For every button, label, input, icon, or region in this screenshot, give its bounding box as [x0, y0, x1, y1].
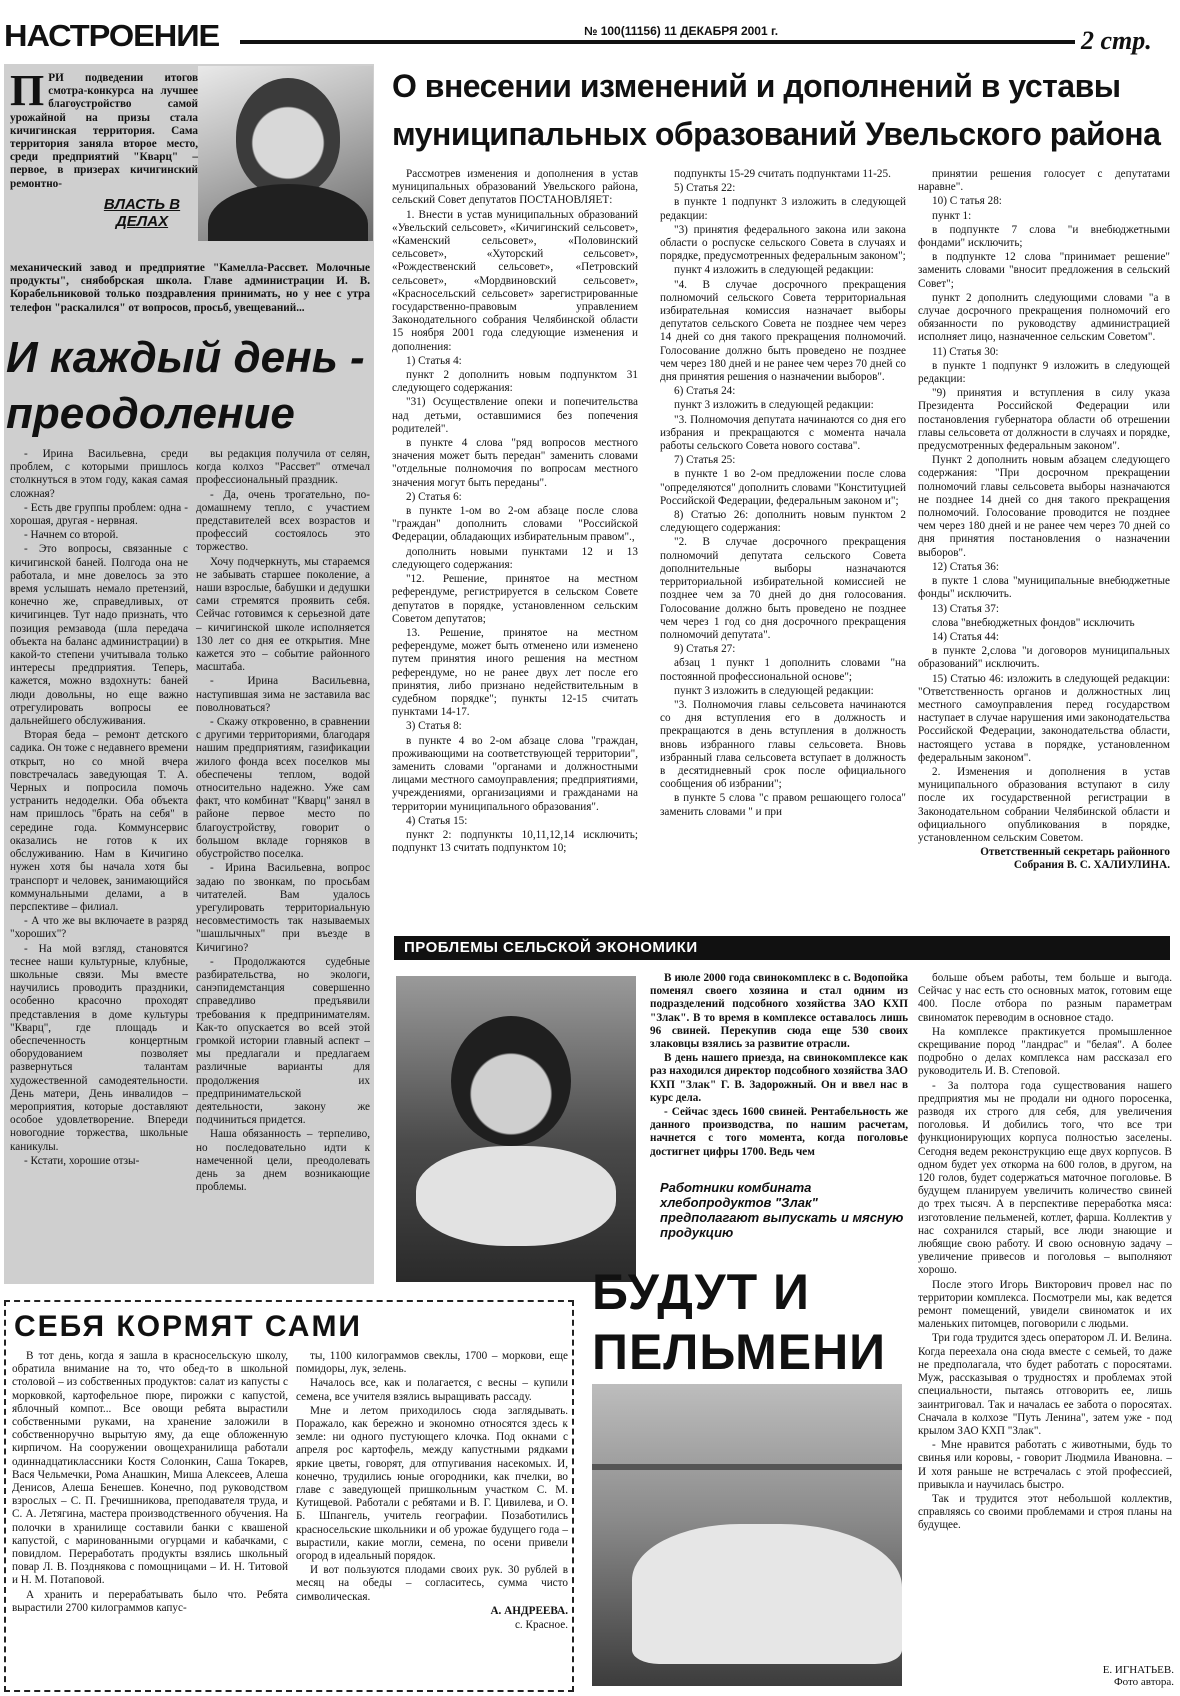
paragraph: 1) Статья 4: — [406, 354, 462, 367]
paragraph: - А что же вы включаете в разряд "хороших"? — [10, 915, 188, 941]
paragraph: В июле 2000 года свинокомплекс в с. Водопойка поменял своего хозяина и стал одним из подразделений подсобного хозяйства ЗАО КХП "Злак". В то время в комплексе оставалось лишь 96 свиней. Перекупив сюда еще 530 своих злаковцы взялись за развитие отрасли. — [650, 972, 908, 1051]
paragraph: 1. Внести в устав муниципальных образований «Увельский сельсовет», «Кичигинский сельсовет», «Каменский сельсовет», «Половинский сельсовет», «Хуторский сельсовет», «Рождественский сельсовет», «Петровский сельсовет», «Мордвиновский сельсовет», «Красносельский сельсовет» зарегистрированные государственно-правовым управлением Законодательного собрания Челябинской области 15 ноября 2001 года следующие изменения и дополнения: — [392, 208, 638, 353]
issue-info: № 100(11156) 11 ДЕКАБРЯ 2001 г. — [580, 24, 782, 38]
paragraph: пункт 2 дополнить следующими словами "а в случае досрочного прекращения полномочий его обязанности по руководству администрацией исполняет лицо, назначенное сельским Советом". — [918, 291, 1170, 344]
paragraph: "4. В случае досрочного прекращения полномочий сельского Совета территориальная избирательная комиссия назначает выборы депутатов сельского Совета не позднее чем через 14 дней со дня такого прекращения полномочий. Голосование должно быть проведено не позднее чем через 180 дней и не ранее чем через 70 дней со дня принятия решения о назначении выборов". — [660, 278, 906, 384]
paragraph: принятии решения голосует с депутатами наравне". — [918, 168, 1170, 194]
section-title: НАСТРОЕНИЕ — [4, 18, 220, 53]
page-number: 2 стр. — [1078, 26, 1155, 56]
photo-credit: Фото автора. — [1113, 1676, 1174, 1688]
economy-author: Е. ИГНАТЬЕВ. — [1102, 1664, 1174, 1676]
paragraph: 5) Статья 22: — [674, 182, 736, 195]
paragraph: Мне и летом приходилось сюда заглядывать. Поражало, как бережно и экономно относятся здесь к земле: ни одного пустующего клочка. Под окнами с апреля рос картофель, между капустными рядками яркие цветы, говорят, для отпугивания насекомых. И, конечно, трудились юные огородники, как пчелки, во главе с заведующей пришкольным участком С. М. Кутищевой. Работали с ребятами и В. Г. Цивилева, и О. Б. Шпангель, учитель географии. Позаботились красносельские школьники и об урожае будущего года – вырастили, какие могли, семена, по осени привели огород в идеальный порядок. — [296, 1404, 568, 1563]
paragraph: 14) Статья 44: — [932, 630, 999, 643]
rubric-label: ВЛАСТЬ В ДЕЛАХ — [103, 196, 181, 230]
paragraph: "3) принятия федерального закона или закона области о роспуске сельского Совета в случаях и порядке, предусмотренных федеральным законом"; — [660, 223, 906, 263]
paragraph: пункт 1: — [932, 209, 972, 222]
paragraph: 12) Статья 36: — [932, 560, 999, 573]
paragraph: Три года трудится здесь оператором Л. И. Велина. Когда переехала она сюда вместе с семьей, то даже не предполагала, что будет работать с поросятами. Муж, рассказывая о трудностях и проблемах этой специальности, пытаясь отговорить ее, лишь заинтриговал. Так и началась ее забота о поросятах. Сначала в колхозе "Путь Ленина", затем уже - под крылом ЗАО КХП "Злак". — [918, 1332, 1172, 1437]
paragraph: пункт 3 изложить в следующей редакции: — [674, 684, 874, 697]
left-story-intro-tail: механический завод и предприятие "Камелла-Рассвет. Молочные продукты", снябобрская школа. Главе администрации И. В. Корабельниковой только поздравления принимать, но у нее с утра телефон "раскалился" от вопросов, просьб, увещеваний... — [10, 262, 370, 314]
photo-caption: Работники комбината хлебопродуктов "Злак" предполагают выпускать и мясную продукцию — [660, 1180, 904, 1240]
paragraph: Вторая беда – ремонт детского садика. Он тоже с недавнего времени открыт, но со мной вчера повстречалась заведующая Т. А. Черных и попросила помочь устранить недоделки. Оба объекта нам пришлось "брать на себя" в середине года. Коммунсервис оказались не готов к их обслуживанию. Нам в Кичигино нужен хотя бы начала хотя бы транспорт и человек, занимающийся коммунальными делами, а в перспективе – филиал. — [10, 729, 188, 913]
paragraph: В день нашего приезда, на свинокомплексе как раз находился директор подсобного хозяйства ЗАО КХП "Злак" Г. В. Задорожный. Он и ввел нас в курс дела. — [650, 1052, 908, 1104]
worker-with-piglet-photo — [396, 976, 636, 1282]
paragraph: 13) Статья 37: — [932, 602, 999, 615]
paragraph: - Это вопросы, связанные с кичигинской баней. Полгода она не работала, и мне довелось за это время услышать немало претензий, конечно же, справедливых, от кичигинцев. Тут надо признать, что позиция ремзавода (шла передача объекта на баланс администрации) в какой-то степени учитывала только интересы предприятия. Теперь, кажется, можно вздохнуть: баней люди довольны, но еще важно отрегулировать вопросы ее дальнейшего обслуживания. — [10, 543, 188, 728]
paragraph: в пункте 1 подпункт 9 изложить в следующей редакции: — [918, 359, 1170, 386]
paragraph: На комплексе практикуется промышленное скрещивание пород "ландрас" и "белая". А более подробно о делах комплекса нам рассказал его руководитель И. В. Степовой. — [918, 1025, 1172, 1078]
paragraph: - Есть две группы проблем: одна - хорошая, другая - нервная. — [10, 501, 188, 528]
paragraph: больше объем работы, тем больше и выгода. Сейчас у нас есть сто основных маток, готовим еще 400. После отбора по разным параметрам свиноматок переводим в основное стадо. — [918, 972, 1172, 1024]
paragraph: 6) Статья 24: — [674, 385, 736, 398]
paragraph: "31) Осуществление опеки и попечительства над детьми, оставшимися без попечения родителей". — [392, 396, 638, 435]
paragraph: В тот день, когда я зашла в красносельскую школу, обратила внимание на то, что обед-то в школьной столовой – из собственных продуктов: салат из капусты с морковкой, картофельное пюре, пирожки с капустой, яблочный компот... Все овощи ребята вырастили собственными руками, на хранение заложили в собственноручно вырытую яму, да еще обложенную кирпичом. На сооружении овощехранилища работали одиннадцатиклассники Костя Солонкин, Саша Токарев, Вася Чельмечки, Рома Анашкин, Миша Алексеев, Алеша Денисов, Алеша Бенешев. Конечно, под руководством взрослых – С. П. Гречишникова, преподавателя труда, и С. А. Летягина, мастера производственного обучения. На полочки в хранилище составили банки с квашеной капустой, с маринованными огурцами и кабачками, с повидлом. Переработать продукты взялись школьный повар Л. В. Позднякова с помощницами – И. Н. Титовой и Н. М. Потаповой. — [12, 1350, 288, 1587]
paragraph: - Ирина Васильевна, вопрос задаю по звонкам, по просьбам читателей. Вам удалось урегулировать территориальную несовместимость так называемых "шашлычных" при въезде в Кичигино? — [196, 862, 370, 954]
paragraph: в пункте 4 во 2-ом абзаце слова "граждан, проживающими на соответствующей территории", заменить словами "органами и должностными лицами местного самоуправления; предприятиями, учреждениями, организациями и гражданами на территории муниципального образования". — [392, 734, 638, 813]
paragraph: Хочу подчеркнуть, мы стараемся не забывать старшее поколение, а наши взрослые, бабушки и дедушки сами стремятся проявить себя. Сейчас готовимся к серьезной дате – кичигинской школе исполняется 130 лет со дня ее открытия. Мне кажется это – событие районного масштаба. — [196, 555, 370, 674]
paragraph: 13. Решение, принятое на местном референдуме, может быть отменено или изменено путем принятия иного решения на местном референдуме, но не ранее двух лет после его принятия, либо признано недействительным в судебном порядке"; пункты 12-15 считать пунктами 14-17. — [392, 626, 638, 719]
paragraph: подпункты 15-29 считать подпунктами 11-25. — [674, 168, 891, 180]
article-signature: Ответственный секретарь районного Собрания В. С. ХАЛИУЛИНА. — [980, 846, 1170, 872]
paragraph: пункт 2 дополнить новым подпунктом 31 следующего содержания: — [392, 369, 638, 395]
economy-rubric-bar: ПРОБЛЕМЫ СЕЛЬСКОЙ ЭКОНОМИКИ — [394, 936, 1170, 960]
paragraph: "3. Полномочия главы сельсовета начинаются со дня вступления его в должность и прекращаются в день вступления в должность вновь избранного главы сельсовета. Вновь избранный глава сельсовета вступает в должность в десятидневный срок после официального сообщения об избрании"; — [660, 698, 906, 791]
paragraph: - Скажу откровенно, в сравнении с другими территориями, благодаря нашим предприятиям, газификации жилого фонда всех поселков мы обеспечены теплом, водой относительно надежно. Уже сам факт, что комбинат "Кварц" занял в районе первое место по благоустройству, говорит о большом вкладе горняков в обустройство поселка. — [196, 716, 370, 861]
paragraph: И вот пользуются плодами своих рук. 30 рублей в месяц на обеды – согласитесь, сумма чисто символическая. — [296, 1564, 568, 1603]
paragraph: Наша обязанность – терпеливо, но последовательно идти к намеченной цели, преодолевать день за днем возникающие проблемы. — [196, 1128, 370, 1194]
paragraph: 8) Статью 26: дополнить новым пунктом 2 следующего содержания: — [660, 509, 906, 535]
paragraph: - Кстати, хорошие отзы- — [24, 1154, 140, 1167]
boxed-story-column-1 — [12, 1350, 288, 1616]
boxed-story-author: А. АНДРЕЕВА. — [490, 1604, 568, 1617]
paragraph: - За полтора года существования нашего предприятия мы не продали ни одного поросенка, разводя их строго для себя, для увеличения поголовья. И добились того, что все три функционирующих корпуса полностью заселены. Сегодня ведем реконструкцию еще двух корпусов. В одном будет уех откорма на 600 голов, в другом, на 120 голов, будет содержаться маточное поголовье. В будущем планируем увеличить количество свиней до трех тысяч. А в перспективе переработка мяса: изготовление пельменей, котлет, фарша. Коллектив у нас сохранился старый, все люди знающие и любящие свою работу. И свою основную задачу – увеличение привесов и поголовья – выполняют хорошо. — [918, 1079, 1172, 1277]
paragraph: в пункте 4 слова "ряд вопросов местного значения может быть передан" заменить словами "отдельные полномочия по вопросам местного значения могут быть переданы". — [392, 437, 638, 489]
paragraph: 2) Статья 6: — [406, 490, 462, 503]
paragraph: "9) принятия и вступления в силу указа Президента Российской Федерации или постановления губернатора области об отрешении главы сельсовета от должности в случаях и порядке, предусмотренных федеральным законом". — [918, 387, 1170, 453]
left-story-column-b — [196, 448, 370, 1195]
paragraph: 15) Статью 46: изложить в следующей редакции: "Ответственность органов и должностных лиц местного самоуправления перед государством наступает в случае нарушения ими законодательства Российской Федерации, законодательства области, настоящего устава в порядке, установленном федеральным законом". — [918, 672, 1170, 764]
paragraph: 10) С татья 28: — [932, 195, 1002, 208]
paragraph: в пункте 1 подпункт 3 изложить в следующей редакции: — [660, 196, 906, 222]
paragraph: - Да, очень трогательно, по-домашнему тепло, с участием представителей всех возрастов и профессий состоялось это торжество. — [196, 488, 370, 554]
main-article-column-1 — [392, 168, 638, 856]
left-story-title: И каждый день - преодоление — [6, 333, 365, 438]
paragraph: в пункте 1-ом во 2-ом абзаце после слова "граждан" дополнить словами "Российской Федерации, обладающих избирательным правом"., — [392, 505, 638, 544]
paragraph: пункт 3 изложить в следующей редакции: — [674, 399, 874, 412]
paragraph: Рассмотрев изменения и дополнения в устав муниципальных образований Увельского района, сельский Совет депутатов ПОСТАНОВЛЯЕТ: — [392, 168, 638, 207]
paragraph: А хранить и перерабатывать было что. Ребята вырастили 2700 килограммов капус- — [12, 1588, 288, 1614]
paragraph: пункт 4 изложить в следующей редакции: — [674, 264, 874, 277]
dropcap: П — [10, 66, 45, 115]
boxed-story-column-2 — [296, 1350, 568, 1633]
paragraph: - Начнем со второй. — [24, 529, 119, 542]
paragraph: в пункте 2,слова "и договоров муниципальных образований" исключить. — [918, 645, 1170, 671]
paragraph: "2. В случае досрочного прекращения полномочий депутата сельского Совета дополнительные выборы назначаются территориальной избирательной комиссией не позднее чем за 70 дней до дня голосования. Голосование должно быть проведено не позднее чем через 1 год со дня досрочного прекращения полномочий депутата". — [660, 536, 906, 641]
paragraph: пункт 2: подпункты 10,11,12,14 исключить; подпункт 13 считать подпунктом 10; — [392, 828, 638, 855]
boxed-story-place: с. Красное. — [514, 1619, 568, 1632]
economy-story-column — [918, 972, 1172, 1534]
paragraph: "3. Полномочия депутата начинаются со дня его избрания и прекращаются с момента начала работы сельского Совета нового состава". — [660, 413, 906, 453]
paragraph: - Мне нравится работать с животными, будь то свинья или коровы, - говорит Людмила Ивановна. – И хотя раньше не встречалась с этой профессией, привыкла и научилась быстро. — [918, 1439, 1172, 1491]
main-article-title: О внесении изменений и дополнений в уставы муниципальных образований Увельского района — [392, 68, 1161, 152]
paragraph: Так и трудится этот небольшой коллектив, справляясь со своими проблемами и строя планы на будущее. — [918, 1492, 1172, 1532]
paragraph: в подпункте 12 слова "принимает решение" заменить словами "вносит предложения в сельский Совет"; — [918, 251, 1170, 290]
paragraph: абзац 1 пункт 1 дополнить словами "на постоянной профессиональной основе"; — [660, 657, 906, 683]
paragraph: 11) Статья 30: — [932, 345, 999, 358]
paragraph: в подпункте 7 слова "и внебюджетными фондами" исключить; — [918, 223, 1170, 250]
paragraph: 2. Изменения и дополнения в устав муниципального образования вступают в силу после их государственной регистрации в Законодательном собрании Челябинской области и официального опубликования в порядке, установленном сельским Советом. — [918, 765, 1170, 844]
economy-author-block — [1090, 1664, 1174, 1688]
paragraph: - На мой взгляд, становятся теснее наши культурные, клубные, школьные связи. Мы вместе научились проводить праздники, особенно красочно проходят представления в доме культуры "Кварц", где площадь и обеспеченность концертным оборудованием позволяет развернуться талантам художественной самодеятельности. День матери, День инвалидов – мероприятия, которые доставляют особое удовлетворение. Впереди новогодние торжества, школьные каникулы. — [10, 942, 188, 1153]
interviewee-photo — [198, 66, 373, 241]
paragraph: дополнить новыми пунктами 12 и 13 следующего содержания: — [392, 545, 638, 571]
paragraph: вы редакция получила от селян, когда колхоз "Рассвет" отмечал профессиональный праздник. — [196, 448, 370, 487]
left-story-intro: ПРИ подведении итогов смотра-конкурса на лучшее благоустройство самой урожайной на призы стала кичигинская территория. Сама территория заняла второе место, среди предприятий "Кварц" – первое, в призерах кичигинский ремонтно- — [10, 66, 198, 190]
pig-farm-photo — [592, 1384, 902, 1686]
paragraph: 3) Статья 8: — [406, 720, 462, 733]
paragraph: 7) Статья 25: — [674, 454, 736, 467]
main-article-column-3 — [918, 168, 1170, 874]
paragraph: в пункте 1 во 2-ом предложении после слова "определяются" дополнить словами "Конституцией Российской Федерации, федеральным законом и"; — [660, 468, 906, 507]
paragraph: - Ирина Васильевна, среди проблем, с которыми пришлось столкнуться в этом году, какая самая сложная? — [10, 448, 188, 500]
main-article-column-2 — [660, 168, 906, 820]
paragraph: - Сейчас здесь 1600 свиней. Рентабельность же данного производства, по нашим расчетам, начнется с того момента, когда поголовье достигнет цифры 1700. Ведь чем — [650, 1106, 908, 1158]
boxed-story-title: СЕБЯ КОРМЯТ САМИ — [14, 1310, 362, 1343]
paragraph: в пункте 5 слова "с правом решающего голоса" заменить словами " и при — [660, 792, 906, 818]
economy-story-title: БУДУТ И ПЕЛЬМЕНИ — [592, 1264, 887, 1380]
paragraph: - Ирина Васильевна, наступившая зима не заставила вас поволноваться? — [196, 675, 370, 714]
economy-lead — [650, 972, 908, 1160]
paragraph: 9) Статья 27: — [674, 643, 736, 656]
paragraph: Пункт 2 дополнить новым абзацем следующего содержания: "При досрочном прекращении полномочий главы сельсовета выборы назначаются не позднее 14 дней со дня такого прекращения полномочий. Голосование проводится не позднее чем через 180 дней и не ранее чем через 70 дней со дня принятия постановления о назначении выборов". — [918, 454, 1170, 559]
paragraph: Началось все, как и полагается, с весны – купили семена, все учителя взялись выращивать рассаду. — [296, 1377, 568, 1403]
paragraph: ты, 1100 килограммов свеклы, 1700 – моркови, еще помидоры, лук, зелень. — [296, 1350, 568, 1376]
left-story-column-a — [10, 448, 188, 1169]
paragraph: "12. Решение, принятое на местном референдуме, регистрируется в сельском Совете депутатов в порядке, установленном сельским Советом депутатов; — [392, 573, 638, 625]
paragraph: После этого Игорь Викторович провел нас по территории комплекса. Посмотрели мы, как ведется ремонт помещений, увидели свиноматок и их маленьких питомцев, поговорили с людьми. — [918, 1278, 1172, 1331]
paragraph: слова "внебюджетных фондов" исключить — [932, 616, 1135, 629]
header-rule — [240, 40, 1075, 44]
paragraph: в пукте 1 слова "муниципальные внебюджетные фонды" исключить. — [918, 575, 1170, 601]
paragraph: - Продолжаются судебные разбирательства, но экологи, санэпидемстанция совершенно справедливо предъявили требования к предпринимателям. Как-то опускается во всей этой громкой истории главный аспект – мы предлагали и предлагаем различные варианты для продолжения их предпринимательской деятельности, закону же подчиниться придется. — [196, 955, 370, 1127]
paragraph: 4) Статья 15: — [406, 814, 468, 827]
